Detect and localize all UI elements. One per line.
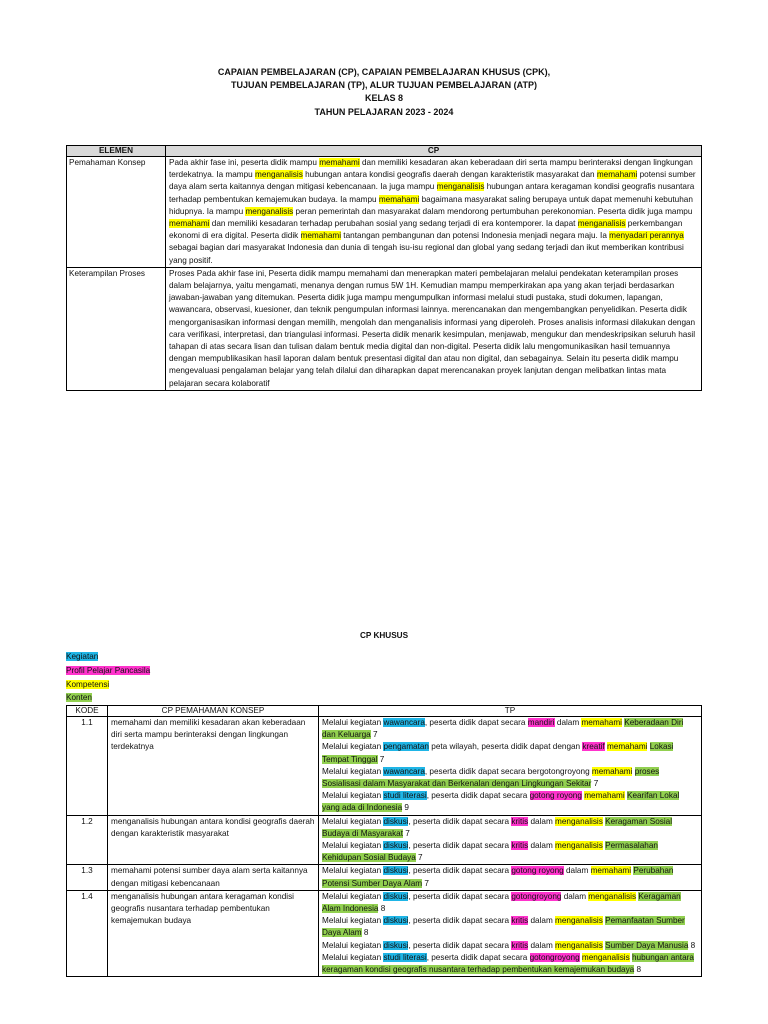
highlighted-text: kreatif [582,742,605,752]
tp-item [322,816,698,840]
text-segment: hubungan antara kondisi geografis daerah dengan karakteristik masyarakat dan [302,170,597,180]
text-segment: potensi sumber daya alam serta kaitannya dengan mitigasi kebencanaan. Ia juga mampu [169,170,696,192]
highlighted-text: menganalisis [581,952,630,962]
tp-table-body [67,717,702,977]
tp-item [322,790,698,814]
text-segment: 9 [402,803,409,813]
text-segment: Melalui kegiatan [322,891,384,901]
text-segment: , peserta didik dapat secara [424,718,528,727]
title-line-2: TUJUAN PEMBELAJARAN (TP), ALUR TUJUAN PEMBELAJARAN (ATP) [231,80,537,91]
highlighted-text: memahami [319,158,360,167]
text-segment: 8 [378,904,386,914]
highlighted-text: gotong royong [511,866,564,876]
highlighted-text: menganalisis [255,170,303,180]
tp-cell [319,815,702,865]
cp-table [66,145,702,391]
highlighted-text: menganalisis [555,916,603,926]
text-segment: peta wilayah, peserta didik dapat dengan [428,742,583,752]
text-segment: Melalui kegiatan [322,742,384,752]
tp-item [322,766,698,790]
legend-item [66,691,150,705]
text-segment: 7 [370,730,378,740]
highlighted-text: menganalisis [436,182,485,192]
tp-item [322,865,698,889]
tp-item [322,741,698,765]
tp-item [322,915,698,939]
tp-item [322,840,698,864]
kode-cell: 1.3 [67,865,108,890]
highlighted-text: diskusi [383,866,409,876]
highlighted-text: proses Sosialisasi dalam Masyarakat dan Berkenalan dengan Lingkungan Sekitar [322,766,660,789]
kode-cell: 1.4 [67,890,108,976]
highlighted-text: memahami [584,791,625,801]
legend-label: Kegiatan [66,652,99,661]
highlighted-text: menyadari perannya [609,231,684,241]
highlighted-text: kritis [511,841,529,851]
highlighted-text: menganalisis [588,891,637,901]
highlighted-text: wawancara [383,718,425,727]
title-line-3: KELAS 8 [364,93,403,104]
header-elemen: ELEMEN [67,146,166,157]
tp-item [322,940,698,952]
highlighted-text: menganalisis [555,940,603,950]
highlighted-text: gotong royong [529,791,582,801]
highlighted-text: Permasalahan Kehidupan Sosial Budaya [322,841,658,863]
tp-table [66,705,702,977]
text-segment: Melalui kegiatan [322,952,384,962]
tp-item [322,891,698,915]
text-segment: , peserta didik dapat secara bergotongroyong [424,766,592,776]
highlighted-text: diskusi [383,916,409,926]
text-segment: dalam [563,866,591,876]
tp-table-row [67,815,702,865]
cp-table-header [67,146,702,157]
tp-table-header [67,706,702,717]
title-line-1: CAPAIAN PEMBELAJARAN (CP), CAPAIAN PEMBELAJARAN KHUSUS (CPK), [217,67,551,77]
cp-khusus-title: CP KHUSUS [359,631,409,640]
highlighted-text: hubungan antara keragaman kondisi geografis nusantara terhadap pembentukan kemajemukan budaya [322,952,694,975]
highlighted-text: menganalisis [245,206,294,216]
text-segment: tantangan pembangunan dan potensi Indonesia menjadi negara maju. Ia [341,231,610,241]
legend-label: Kompetensi [66,679,110,689]
highlighted-text: memahami [169,219,210,229]
elemen-cell: Keterampilan Proses [67,267,166,390]
text-segment: Melalui kegiatan [322,766,384,776]
document-title [0,66,768,119]
header-cp-pemahaman: CP PEMAHAMAN KONSEP [108,706,319,717]
tp-table-row [67,865,702,890]
text-segment: , peserta didik dapat secara [408,816,512,826]
text-segment: Melalui kegiatan [322,791,384,801]
highlighted-text: memahami [596,170,638,180]
text-segment: Melalui kegiatan [322,866,384,876]
text-segment: Proses Pada akhir fase ini, Peserta didik mampu memahami dan menerapkan materi pembelajaran melalui pendekatan keterampilan proses dalam belajarnya, yaitu mengamati, menanya dengan rumus 5W 1H. Kemudian mampu memperkirakan apa yang akan terjadi berdasarkan jawaban-jawaban yang ditemukan. Peserta didik juga mampu mengumpulkan informasi melalui studi pustaka, studi dokumen, lapangan, wawancara, observasi, kuesioner, dan teknik pengumpulan informasi lainnya. merencanakan dan mengembangkan penyelidikan. Peserta didik mengorganisasikan informasi dengan memilih, mengolah dan menganalisis informasi yang diperoleh. Proses analisis informasi dilakukan dengan cara verifikasi, interpretasi, dan triangulasi informasi. Peserta didik menarik kesimpulan, menjawab, mengukur dan mendeskripsikan seluruh hasil tahapan di atas secara lisan dan tulisan dalam bentuk media digital dan non-digital. Peserta didik lalu mengomunikasikan hasil temuannya dengan mempublikasikan hasil laporan dalam bentuk presentasi digital dan atau non digital, dan sebagainya. Selain itu peserta didik mampu mengevaluasi pengalaman belajar yang telah dilalui dan diharapkan dapat merencanakan proyek lanjutan dengan melibatkan lintas mata pelajaran secara kolaboratif [169,268,696,388]
text-segment: dalam [528,816,556,826]
text-segment: , peserta didik dapat secara [426,791,530,801]
text-segment: , peserta didik dapat secara [408,841,512,851]
cp-pemahaman-cell: memahami potensi sumber daya alam serta kaitannya dengan mitigasi kebencanaan [108,865,319,890]
text-segment: sebagai bagian dari masyarakat Indonesia dan dunia di tengah isu-isu regional dan global yang sedang terjadi dan ikut memberikan kontribusi yang positif. [169,243,684,265]
highlighted-text: Lokasi Tempat Tinggal [322,742,674,764]
highlighted-text: memahami [591,766,633,776]
legend-label: Konten [66,693,92,703]
text-segment: dalam [554,718,582,727]
text-segment: Melalui kegiatan [322,816,384,826]
text-segment: 7 [591,779,599,789]
highlighted-text: kritis [511,940,529,950]
text-segment: Melalui kegiatan [322,718,384,727]
text-segment: 7 [422,878,429,888]
highlighted-text: memahami [378,194,420,204]
legend-item [66,664,150,678]
highlighted-text: diskusi [383,841,409,851]
highlighted-text: diskusi [383,940,409,950]
highlighted-text: Kearifan Lokal yang ada di Indonesia [322,791,680,813]
highlighted-text: Pemanfaatan Sumber Daya Alam [322,916,685,938]
highlighted-text: Keragaman Alam Indonesia [322,891,681,914]
highlighted-text: kritis [511,916,529,926]
highlighted-text: menganalisis [555,841,603,851]
highlighted-text: diskusi [383,891,409,901]
highlighted-text: Perubahan Potensi Sumber Daya Alam [322,866,674,888]
highlighted-text: memahami [606,742,648,752]
highlighted-text: Keragaman Sosial Budaya di Masyarakat [322,816,673,838]
text-segment: , peserta didik dapat secara [408,866,512,876]
header-kode: KODE [67,706,108,717]
highlighted-text: mandiri [527,718,555,727]
text-segment: dalam [528,841,556,851]
text-segment: 7 [377,754,385,764]
text-segment: Melalui kegiatan [322,841,384,851]
highlighted-text: gotongroyong [529,952,580,962]
text-segment: Melalui kegiatan [322,940,384,950]
highlighted-text: studi literasi [383,791,427,801]
tp-cell [319,865,702,890]
cp-table-row [67,267,702,390]
highlighted-text: gotongroyong [511,891,562,901]
legend-label: Profil Pelajar Pancasila [66,665,151,675]
text-segment: peran pemerintah dan masyarakat dalam mendorong pertumbuhan perekonomian. Peserta didik juga mampu [293,206,693,216]
tp-cell [319,717,702,816]
legend-item [66,650,150,664]
cp-table-body [67,157,702,391]
text-segment: , peserta didik dapat secara [408,940,512,950]
text-segment: 7 [403,828,410,838]
text-segment: , peserta didik dapat secara [408,891,512,901]
text-segment: 8 [688,940,696,950]
tp-item [322,952,698,976]
text-segment: bagaimana masyarakat saling berupaya untuk dapat memenuhi kebutuhan hidupnya. Ia mampu [169,194,693,216]
highlighted-text: menganalisis [555,816,603,826]
text-segment: dalam [561,891,589,901]
header-tp: TP [319,706,702,717]
text-segment: 7 [415,853,423,863]
text-segment: hubungan antara keragaman kondisi geografis nusantara terhadap pembentukan kemajemukan budaya. Ia mampu [169,182,695,204]
cp-description-cell [166,157,702,268]
legend-item [66,678,150,692]
cp-table-row [67,157,702,268]
text-segment: 8 [634,965,642,975]
highlighted-text: studi literasi [383,952,427,962]
tp-table-row [67,717,702,816]
title-line-4: TAHUN PELAJARAN 2023 - 2024 [314,106,454,117]
text-segment: Pada akhir fase ini, peserta didik mampu [169,158,320,167]
elemen-cell: Pemahaman Konsep [67,157,166,268]
highlighted-text: kritis [511,816,529,826]
tp-item [322,717,698,741]
text-segment: 8 [361,928,369,938]
tp-cell [319,890,702,976]
text-segment: dan memiliki kesadaran akan keberadaan diri serta mampu berinteraksi dengan lingkungan terdekatnya. Ia mampu [169,158,693,180]
kode-cell: 1.1 [67,717,108,816]
text-segment: , peserta didik dapat secara [408,916,512,926]
text-segment: dalam [528,916,556,926]
header-cp: CP [166,146,702,157]
highlighted-text: memahami [590,866,632,876]
text-segment: , peserta didik dapat secara [426,952,530,962]
text-segment: dan memiliki kesadaran terhadap perubahan sosial yang sedang terjadi di era kontemporer. Ia dapat [209,219,578,229]
highlighted-text: Keberadaan Diri dan Keluarga [322,718,684,740]
kode-cell: 1.2 [67,815,108,865]
cp-description-cell [166,267,702,390]
cp-pemahaman-cell: menganalisis hubungan antara keragaman kondisi geografis nusantara terhadap pembentukan kemajemukan budaya [108,890,319,976]
text-segment: perkembangan ekonomi di era digital. Peserta didik [169,219,683,241]
highlighted-text: pengamatan [383,742,429,752]
highlighted-text: memahami [300,231,342,241]
tp-table-row [67,890,702,976]
text-segment: dalam [528,940,556,950]
highlighted-text: Sumber Daya Manusia [605,940,689,950]
highlighted-text: wawancara [383,766,425,776]
highlighted-text: menganalisis [577,219,626,229]
cp-pemahaman-cell: menganalisis hubungan antara kondisi geografis daerah dengan karakteristik masyarakat [108,815,319,865]
text-segment: Melalui kegiatan [322,916,384,926]
cp-pemahaman-cell: memahami dan memiliki kesadaran akan keberadaan diri serta mampu berinteraksi dengan lingkungan terdekatnya [108,717,319,816]
color-legend [66,650,150,705]
highlighted-text: memahami [581,718,622,727]
highlighted-text: diskusi [383,816,409,826]
